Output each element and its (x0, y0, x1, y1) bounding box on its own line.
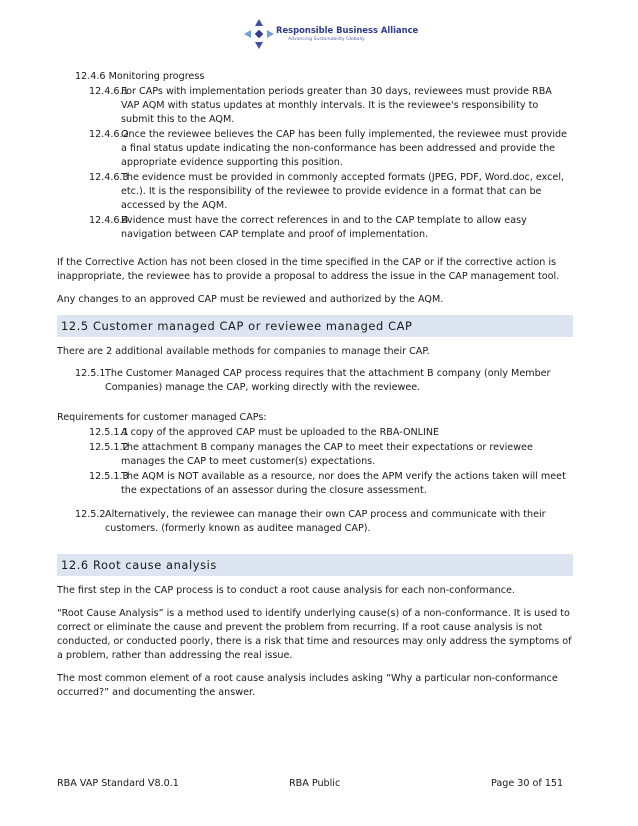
list-item (57, 214, 573, 242)
paragraph: The first step in the CAP process is to conduct a root cause analysis for each non-conformance. (57, 585, 515, 596)
item-number: 12.4.6.1 (89, 86, 129, 97)
list-item (57, 508, 573, 536)
footer-document-title: RBA VAP Standard V8.0.1 (57, 778, 179, 789)
paragraph: Requirements for customer managed CAPs: (57, 412, 267, 423)
paragraph: There are 2 additional available methods for companies to manage their CAP. (57, 346, 430, 357)
paragraph: If the Corrective Action has not been closed in the time specified in the CAP or if the corrective action is inappropriate, the reviewee has to provide a proposal to address the issue in the CAP management tool. (57, 257, 560, 282)
list-item (57, 128, 573, 170)
item-number: 12.5.1 (75, 368, 106, 379)
item-text: For CAPs with implementation periods greater than 30 days, reviewees must provide RBA VAP AQM with status updates at monthly intervals. It is the reviewee's responsibility to submit this to the AQM. (121, 86, 552, 125)
item-number: 12.4.6.4 (89, 215, 129, 226)
item-text: Once the reviewee believes the CAP has been fully implemented, the reviewee must provide a final status update indicating the non-conformance has been addressed and provide the appropriate evidence supporting this position. (121, 129, 568, 168)
rba-logo (243, 18, 419, 50)
item-text: The Customer Managed CAP process requires that the attachment B company (only Member Companies) manage the CAP, working directly with the reviewee. (105, 368, 551, 393)
item-text: A copy of the approved CAP must be uploaded to the RBA-ONLINE (121, 427, 440, 438)
logo-name: Responsible Business Alliance (276, 25, 419, 35)
rba-logo-icon (243, 18, 275, 50)
item-text: Alternatively, the reviewee can manage their own CAP process and communicate with their customers. (formerly known as auditee managed CAP). (105, 509, 546, 534)
list-item (57, 426, 573, 440)
list-item (57, 367, 573, 395)
paragraph: “Root Cause Analysis” is a method used to identify underlying cause(s) of a non-conformance. It is used to correct or eliminate the cause and prevent the problem from recurring. If a root cause analysis is not conducted, or conducted poorly, there is a risk that time and resources may only address the symptoms of a problem, rather than addressing the real issue. (57, 608, 572, 661)
list-item (57, 470, 573, 498)
item-number: 12.5.1.2 (89, 442, 129, 453)
section-heading-12-6: 12.6 Root cause analysis (57, 554, 573, 576)
item-text: The AQM is NOT available as a resource, nor does the APM verify the actions taken will meet the expectations of an assessor during the closure assessment. (121, 471, 566, 496)
list-item (57, 441, 573, 469)
main-content (57, 68, 573, 700)
footer-classification: RBA Public (289, 778, 341, 789)
item-number: 12.5.1.3 (89, 471, 129, 482)
section-heading-12-5: 12.5 Customer managed CAP or reviewee managed CAP (57, 315, 573, 337)
item-number: 12.5.2 (75, 509, 106, 520)
item-text: Evidence must have the correct references in and to the CAP template to allow easy navigation between CAP template and proof of implementation. (121, 215, 527, 240)
item-number: 12.4.6.3 (89, 172, 129, 183)
footer-page-number: Page 30 of 151 (491, 778, 564, 789)
list-item (57, 85, 573, 127)
list-item (57, 171, 573, 213)
item-number: 12.5.1.1 (89, 427, 129, 438)
logo-tagline: Advancing Sustainability Globally (288, 37, 365, 42)
paragraph: The most common element of a root cause analysis includes asking “Why a particular non-conformance occurred?” and documenting the answer. (57, 673, 558, 698)
item-number: 12.4.6.2 (89, 129, 129, 140)
item-text: The attachment B company manages the CAP to meet their expectations or reviewee manages the CAP to meet customer(s) expectations. (121, 442, 533, 467)
heading-12-4-6: 12.4.6 Monitoring progress (75, 71, 205, 82)
item-text: The evidence must be provided in commonly accepted formats (JPEG, PDF, Word.doc, excel, etc.). It is the responsibility of the reviewee to provide evidence in a format that can be accessed by the AQM. (121, 172, 565, 211)
paragraph: Any changes to an approved CAP must be reviewed and authorized by the AQM. (57, 294, 444, 305)
